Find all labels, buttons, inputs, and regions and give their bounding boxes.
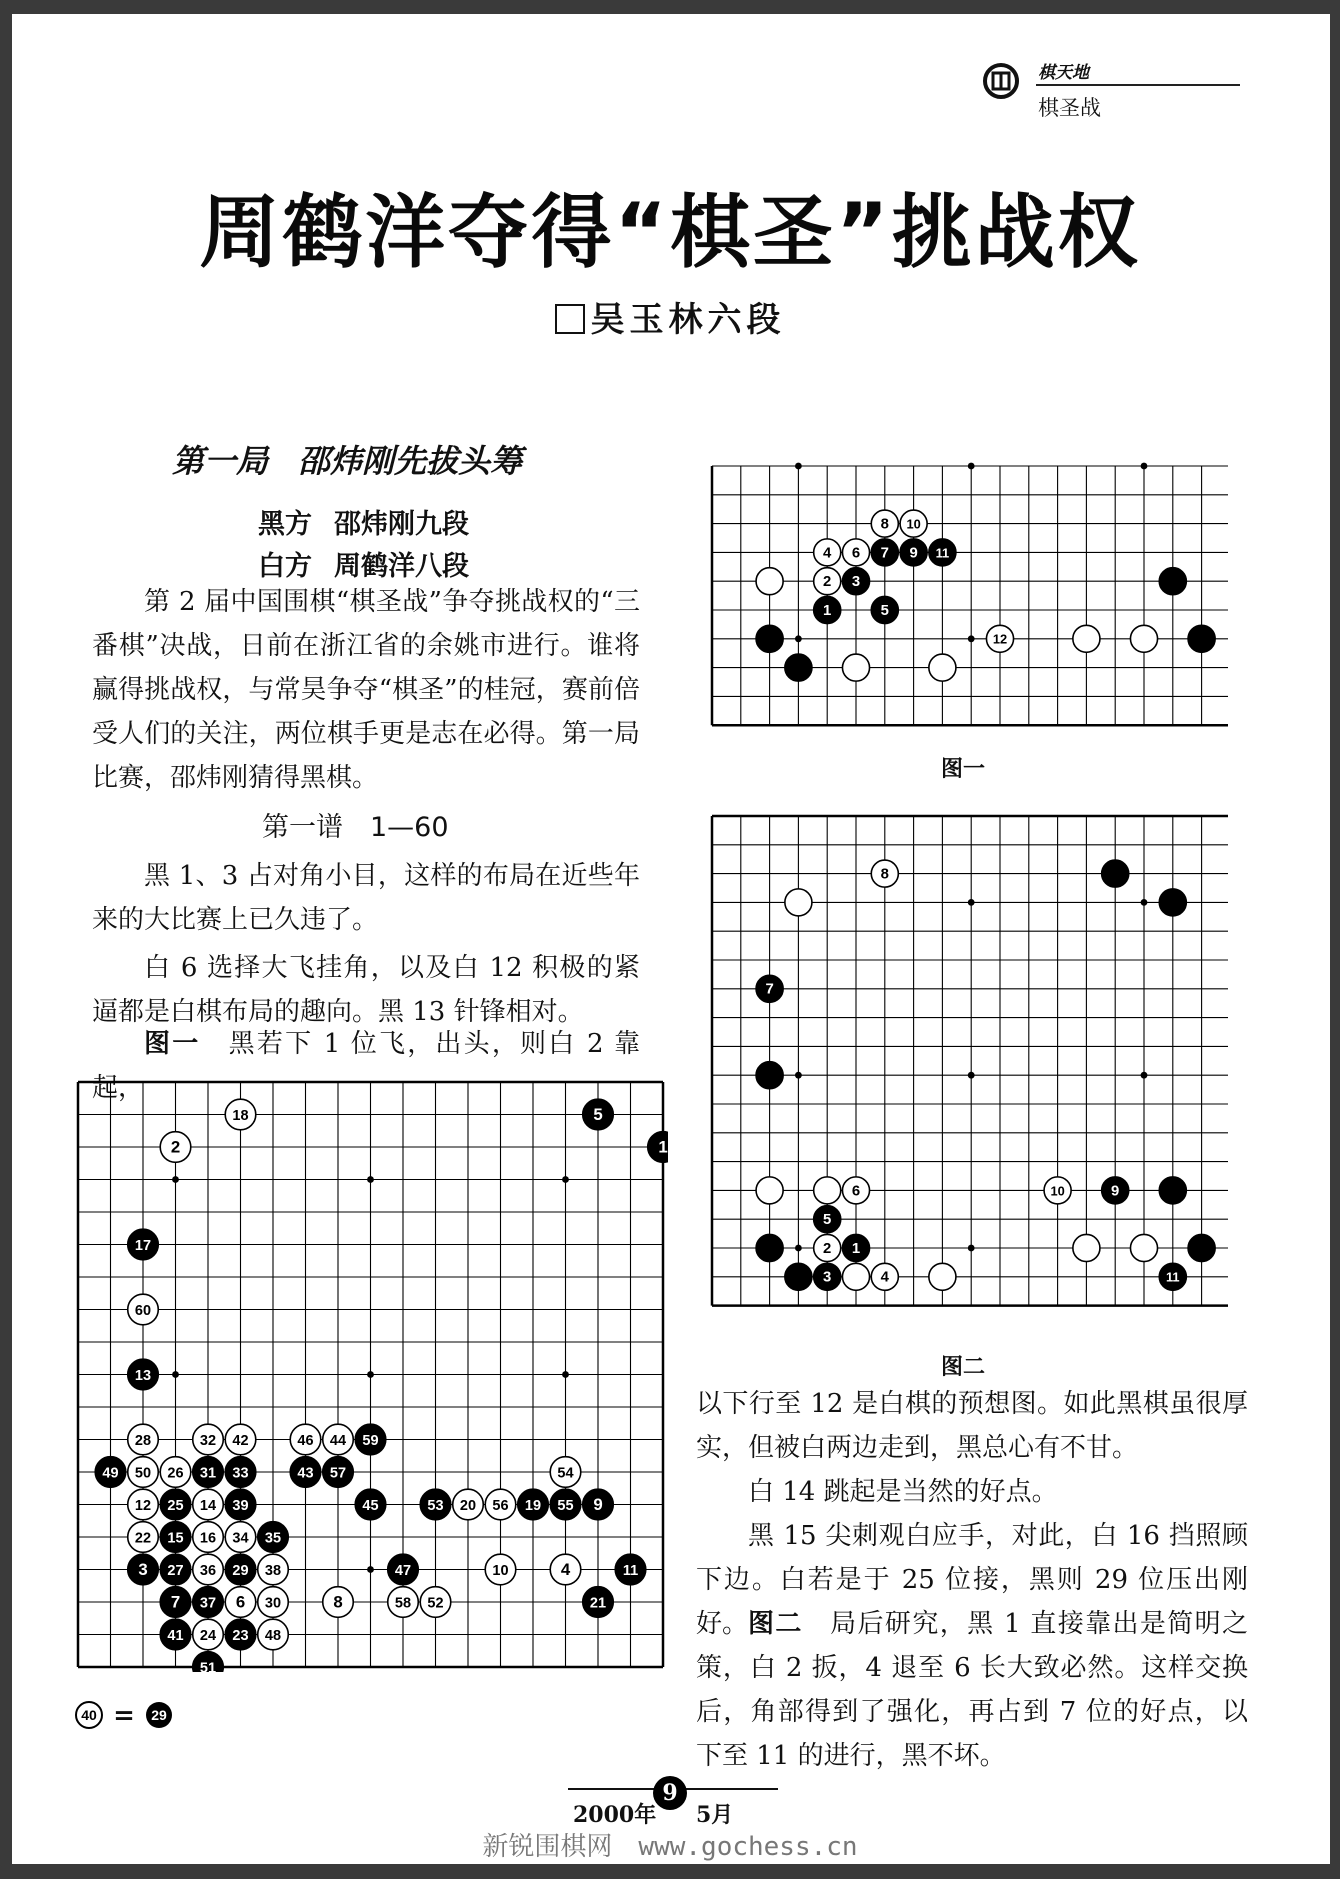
move-number: 10	[906, 516, 921, 532]
black-stone	[420, 1489, 451, 1520]
fig2-ref: 图二	[748, 1609, 803, 1639]
white-stone	[814, 568, 841, 595]
stone-disc	[842, 1263, 869, 1290]
white-stone	[842, 1263, 869, 1290]
black-stone	[160, 1619, 191, 1650]
stone-disc	[1130, 625, 1157, 652]
move-number: 1	[823, 602, 832, 619]
black-stone	[95, 1457, 126, 1488]
black-stone	[814, 596, 841, 623]
black-stone	[225, 1457, 256, 1488]
move-number: 33	[232, 1465, 249, 1482]
move-number: 39	[232, 1497, 249, 1514]
move-number: 25	[167, 1497, 184, 1514]
stone-disc	[1188, 625, 1215, 652]
paragraph-5: 白 14 跳起是当然的好点。	[748, 1477, 1058, 1507]
white-stone	[453, 1489, 484, 1520]
black-stone	[583, 1099, 614, 1130]
white-stone	[986, 625, 1013, 652]
black-stone	[648, 1132, 668, 1163]
move-number: 51	[199, 1660, 217, 1672]
stone-disc	[1130, 1234, 1157, 1261]
board-grid	[712, 463, 1228, 726]
game-number: 第一局	[172, 442, 269, 480]
white-stone	[128, 1294, 159, 1325]
star-point	[968, 899, 975, 906]
white-stone	[929, 1263, 956, 1290]
black-stone	[785, 1263, 812, 1290]
black-stone	[160, 1587, 191, 1618]
figure-1-caption: 图一	[941, 757, 986, 782]
move-number: 5	[823, 1212, 832, 1229]
move-number: 53	[427, 1497, 444, 1514]
black-stone	[355, 1489, 386, 1520]
ko-note-black-number: 29	[151, 1707, 167, 1723]
stone-disc	[929, 654, 956, 681]
black-stone	[756, 1062, 783, 1089]
black-stone	[756, 625, 783, 652]
game-subtitle: 邵炜刚先拔头筹	[298, 442, 523, 480]
stone-disc	[756, 1177, 783, 1204]
move-number: 8	[333, 1592, 343, 1612]
ko-note-white-number: 40	[81, 1707, 97, 1723]
intro-paragraph: 第 2 届中国围棋“棋圣战”争夺挑战权的“三番棋”决战，日前在浙江省的余姚市进行。谁将赢得挑战权，与常昊争夺“棋圣”的桂冠，赛前倍受人们的关注，两位棋手更是志在必得。第一局比赛，邵炜刚猜得黑棋。	[92, 587, 640, 793]
move-number: 9	[593, 1494, 603, 1514]
white-stone	[225, 1587, 256, 1618]
article-title: 周鹤洋夺得“棋圣”挑战权	[199, 186, 1141, 279]
star-point	[1141, 899, 1148, 906]
move-number: 11	[622, 1562, 639, 1579]
white-stone	[193, 1554, 224, 1585]
black-stone	[583, 1587, 614, 1618]
black-stone	[323, 1457, 354, 1488]
white-stone	[550, 1457, 581, 1488]
move-number: 4	[880, 1269, 889, 1286]
stone-disc	[929, 1263, 956, 1290]
black-stone	[1159, 1263, 1186, 1290]
move-number: 41	[167, 1627, 184, 1644]
black-stone	[1159, 889, 1186, 916]
stone-disc	[785, 889, 812, 916]
move-number: 43	[297, 1465, 314, 1482]
move-number: 2	[823, 1240, 832, 1257]
white-stone	[814, 1234, 841, 1261]
move-number: 28	[134, 1432, 152, 1449]
white-stone	[128, 1522, 159, 1553]
figure-1-go-board	[708, 462, 1228, 744]
stone-disc	[756, 1062, 783, 1089]
move-number: 5	[880, 602, 889, 619]
black-stone	[871, 596, 898, 623]
stone-disc	[842, 654, 869, 681]
black-stone	[225, 1619, 256, 1650]
move-number: 45	[362, 1497, 379, 1514]
move-number: 12	[992, 631, 1008, 647]
figure-2-caption: 图二	[941, 1355, 986, 1380]
move-number: 5	[593, 1104, 603, 1124]
black-stone	[929, 539, 956, 566]
move-number: 8	[880, 516, 889, 533]
black-stone	[128, 1229, 159, 1260]
white-stone	[929, 654, 956, 681]
white-stone	[871, 860, 898, 887]
white-stone	[871, 1263, 898, 1290]
black-stone	[583, 1489, 614, 1520]
paragraph-7	[696, 1602, 1248, 1778]
move-number: 7	[170, 1592, 181, 1612]
move-number: 7	[880, 545, 889, 562]
white-stone	[842, 539, 869, 566]
star-point	[968, 1072, 975, 1079]
black-stone	[785, 654, 812, 681]
white-stone	[323, 1587, 354, 1618]
move-number: 11	[935, 545, 950, 561]
star-point	[367, 1566, 374, 1573]
stone-disc	[1159, 1177, 1186, 1204]
white-stone	[193, 1619, 224, 1650]
white-stone	[225, 1424, 256, 1455]
page-number-badge: 9	[653, 1776, 687, 1810]
move-number: 50	[134, 1465, 152, 1482]
star-point	[795, 1245, 802, 1252]
issue-year: 2000年	[573, 1802, 657, 1828]
star-point	[968, 1245, 975, 1252]
move-number: 19	[524, 1497, 542, 1514]
white-player-name: 周鹤洋八段	[334, 551, 469, 582]
move-number: 49	[102, 1465, 119, 1482]
move-number: 42	[232, 1432, 249, 1449]
move-number: 3	[823, 1269, 832, 1286]
black-stone	[756, 975, 783, 1002]
move-number: 17	[134, 1237, 152, 1254]
move-number: 12	[134, 1497, 152, 1514]
black-stone	[1102, 860, 1129, 887]
author-name: 吴玉林六段	[590, 300, 786, 340]
black-player-name: 邵炜刚九段	[334, 509, 469, 540]
black-player	[258, 502, 469, 541]
paragraph-7-text: 局后研究，黑 1 直接靠出是简明之策，白 2 扳，4 退至 6 长大致必然。这样交换后，角部得到了强化，再占到 7 位的好点，以下至 11 的进行，黑不坏。	[696, 1609, 1248, 1771]
move-number: 60	[134, 1302, 152, 1319]
black-stone	[1188, 1234, 1215, 1261]
paragraph-1: 黑 1、3 占对角小目，这样的布局在近些年来的大比赛上已久违了。	[92, 861, 640, 935]
stone-disc	[814, 1177, 841, 1204]
move-number: 16	[199, 1530, 217, 1547]
move-number: 15	[167, 1530, 184, 1547]
white-stone	[485, 1489, 516, 1520]
move-number: 22	[134, 1530, 152, 1547]
black-stone	[193, 1587, 224, 1618]
black-stone	[160, 1489, 191, 1520]
white-stone	[128, 1424, 159, 1455]
black-stone	[193, 1652, 224, 1672]
white-stone	[814, 539, 841, 566]
scan-border-top	[0, 0, 1340, 14]
stone-disc	[1159, 568, 1186, 595]
stone-disc	[1073, 1234, 1100, 1261]
stone-disc	[1073, 625, 1100, 652]
move-number: 35	[264, 1530, 282, 1547]
move-number: 36	[199, 1562, 217, 1579]
move-number: 8	[880, 866, 889, 883]
stone-disc	[785, 1263, 812, 1290]
column-name: 棋圣战	[1038, 96, 1101, 120]
move-number: 59	[362, 1432, 379, 1449]
star-point	[795, 1072, 802, 1079]
black-stone	[388, 1554, 419, 1585]
star-point	[562, 1371, 569, 1378]
white-stone	[756, 568, 783, 595]
byline-box-icon	[555, 304, 585, 334]
black-stone	[814, 1263, 841, 1290]
board-grid	[712, 816, 1228, 1306]
black-stone	[225, 1489, 256, 1520]
move-number: 1	[658, 1137, 668, 1157]
author-byline	[0, 292, 1340, 341]
star-point	[968, 463, 975, 470]
star-point	[1141, 1072, 1148, 1079]
ko-note-white-stone	[74, 1700, 104, 1730]
white-stone	[160, 1132, 191, 1163]
white-stone	[258, 1619, 289, 1650]
stone-disc	[1102, 860, 1129, 887]
star-point	[968, 635, 975, 642]
record-title: 第一谱 1—60	[262, 812, 449, 843]
black-stone	[814, 1206, 841, 1233]
black-stone	[550, 1489, 581, 1520]
star-point	[172, 1176, 179, 1183]
paragraph-2: 白 6 选择大飞挂角，以及白 12 积极的紧逼都是白棋布局的趣向。黑 13 针锋相对。	[92, 953, 640, 1027]
move-number: 21	[589, 1595, 607, 1612]
white-player	[258, 544, 469, 583]
black-stone	[355, 1424, 386, 1455]
white-stone	[258, 1587, 289, 1618]
move-number: 29	[232, 1562, 249, 1579]
ko-note	[74, 1700, 174, 1731]
move-number: 57	[329, 1465, 347, 1482]
white-stone	[485, 1554, 516, 1585]
stone-disc	[1159, 889, 1186, 916]
white-stone	[225, 1099, 256, 1130]
white-stone	[323, 1424, 354, 1455]
move-number: 9	[1111, 1183, 1120, 1200]
move-number: 14	[199, 1497, 217, 1514]
black-stone	[1159, 568, 1186, 595]
magazine-series: 棋天地	[1038, 63, 1089, 83]
move-number: 9	[909, 545, 918, 562]
black-player-label: 黑方	[258, 509, 312, 540]
move-number: 10	[1050, 1183, 1065, 1199]
move-number: 23	[232, 1627, 249, 1644]
white-stone	[1073, 1234, 1100, 1261]
move-number: 46	[297, 1432, 314, 1449]
move-number: 13	[134, 1367, 152, 1384]
black-stone	[518, 1489, 549, 1520]
header-rule	[1036, 84, 1240, 86]
move-number: 38	[264, 1562, 282, 1579]
stone-disc	[756, 568, 783, 595]
ko-note-black-stone	[144, 1700, 174, 1730]
white-stone	[842, 1177, 869, 1204]
white-stone	[1130, 1234, 1157, 1261]
move-number: 3	[138, 1559, 148, 1579]
website-watermark: 新锐围棋网 www.gochess.cn	[482, 1832, 858, 1862]
star-point	[1141, 463, 1148, 470]
stone-disc	[785, 654, 812, 681]
move-number: 6	[851, 545, 861, 562]
black-stone	[290, 1457, 321, 1488]
stone-disc	[756, 1234, 783, 1261]
move-number: 24	[199, 1627, 217, 1644]
black-stone	[225, 1554, 256, 1585]
move-number: 2	[170, 1137, 181, 1157]
move-number: 10	[492, 1562, 509, 1579]
paragraph-6: 黑 15 尖刺观白应手，对此，白 16 挡照顾下边。白若是于 25 位接，黑则 29 位压出刚好。	[696, 1521, 1248, 1639]
move-number: 54	[557, 1465, 574, 1482]
white-stone	[756, 1177, 783, 1204]
white-stone	[842, 654, 869, 681]
paragraph-4: 以下行至 12 是白棋的预想图。如此黑棋虽很厚实，但被白两边走到，黑总心有不甘。	[696, 1389, 1248, 1463]
black-stone	[1188, 625, 1215, 652]
white-player-label: 白方	[258, 551, 312, 582]
move-number: 27	[167, 1562, 184, 1579]
white-stone	[225, 1522, 256, 1553]
black-stone	[756, 1234, 783, 1261]
move-number: 18	[232, 1107, 249, 1124]
fig1-ref: 图一	[144, 1029, 201, 1059]
move-number: 58	[394, 1595, 412, 1612]
white-stone	[900, 510, 927, 537]
black-stone	[842, 568, 869, 595]
star-point	[795, 463, 802, 470]
move-number: 6	[851, 1183, 861, 1200]
move-number: 52	[427, 1595, 444, 1612]
magazine-logo-icon	[982, 62, 1020, 100]
black-stone	[160, 1554, 191, 1585]
star-point	[795, 635, 802, 642]
stone-disc	[756, 625, 783, 652]
move-number: 1	[851, 1240, 861, 1257]
black-stone	[258, 1522, 289, 1553]
black-stone	[128, 1359, 159, 1390]
white-stone	[550, 1554, 581, 1585]
move-number: 47	[394, 1562, 412, 1579]
white-stone	[193, 1489, 224, 1520]
main-go-board	[74, 1078, 668, 1672]
black-stone	[1159, 1177, 1186, 1204]
white-stone	[814, 1177, 841, 1204]
black-stone	[128, 1554, 159, 1585]
black-stone	[900, 539, 927, 566]
black-stone	[842, 1234, 869, 1261]
white-stone	[420, 1587, 451, 1618]
move-number: 48	[264, 1627, 282, 1644]
move-number: 32	[199, 1432, 217, 1449]
move-number: 2	[823, 574, 832, 591]
move-number: 6	[235, 1592, 246, 1612]
figure-2-go-board	[708, 812, 1228, 1330]
move-number: 44	[329, 1432, 347, 1449]
black-stone	[1102, 1177, 1129, 1204]
move-number: 34	[232, 1530, 249, 1547]
black-stone	[160, 1522, 191, 1553]
move-number: 26	[167, 1465, 184, 1482]
move-number: 37	[199, 1595, 217, 1612]
white-stone	[193, 1522, 224, 1553]
move-number: 30	[264, 1595, 282, 1612]
white-stone	[193, 1424, 224, 1455]
move-number: 4	[560, 1559, 571, 1579]
white-stone	[128, 1457, 159, 1488]
move-number: 56	[492, 1497, 509, 1514]
move-number: 31	[199, 1465, 217, 1482]
white-stone	[785, 889, 812, 916]
scan-border-bottom	[0, 1864, 1340, 1879]
ko-note-equals: =	[113, 1701, 135, 1731]
star-point	[172, 1371, 179, 1378]
white-stone	[871, 510, 898, 537]
white-stone	[1073, 625, 1100, 652]
white-stone	[258, 1554, 289, 1585]
white-stone	[128, 1489, 159, 1520]
paragraph-3-text: 黑若下 1 位飞，出头，则白 2 靠起，	[92, 1029, 640, 1103]
black-stone	[871, 539, 898, 566]
star-point	[367, 1176, 374, 1183]
move-number: 4	[823, 545, 832, 562]
white-stone	[1130, 625, 1157, 652]
white-stone	[160, 1457, 191, 1488]
star-point	[562, 1176, 569, 1183]
move-number: 11	[1166, 1269, 1180, 1285]
move-number: 7	[765, 981, 774, 998]
issue-month: 5月	[696, 1802, 734, 1828]
star-point	[367, 1371, 374, 1378]
black-stone	[193, 1457, 224, 1488]
white-stone	[1044, 1177, 1071, 1204]
black-stone	[615, 1554, 646, 1585]
game-heading	[172, 436, 522, 482]
move-number: 3	[851, 574, 861, 591]
stone-disc	[1188, 1234, 1215, 1261]
move-number: 55	[557, 1497, 574, 1514]
white-stone	[388, 1587, 419, 1618]
move-number: 20	[459, 1497, 477, 1514]
white-stone	[290, 1424, 321, 1455]
